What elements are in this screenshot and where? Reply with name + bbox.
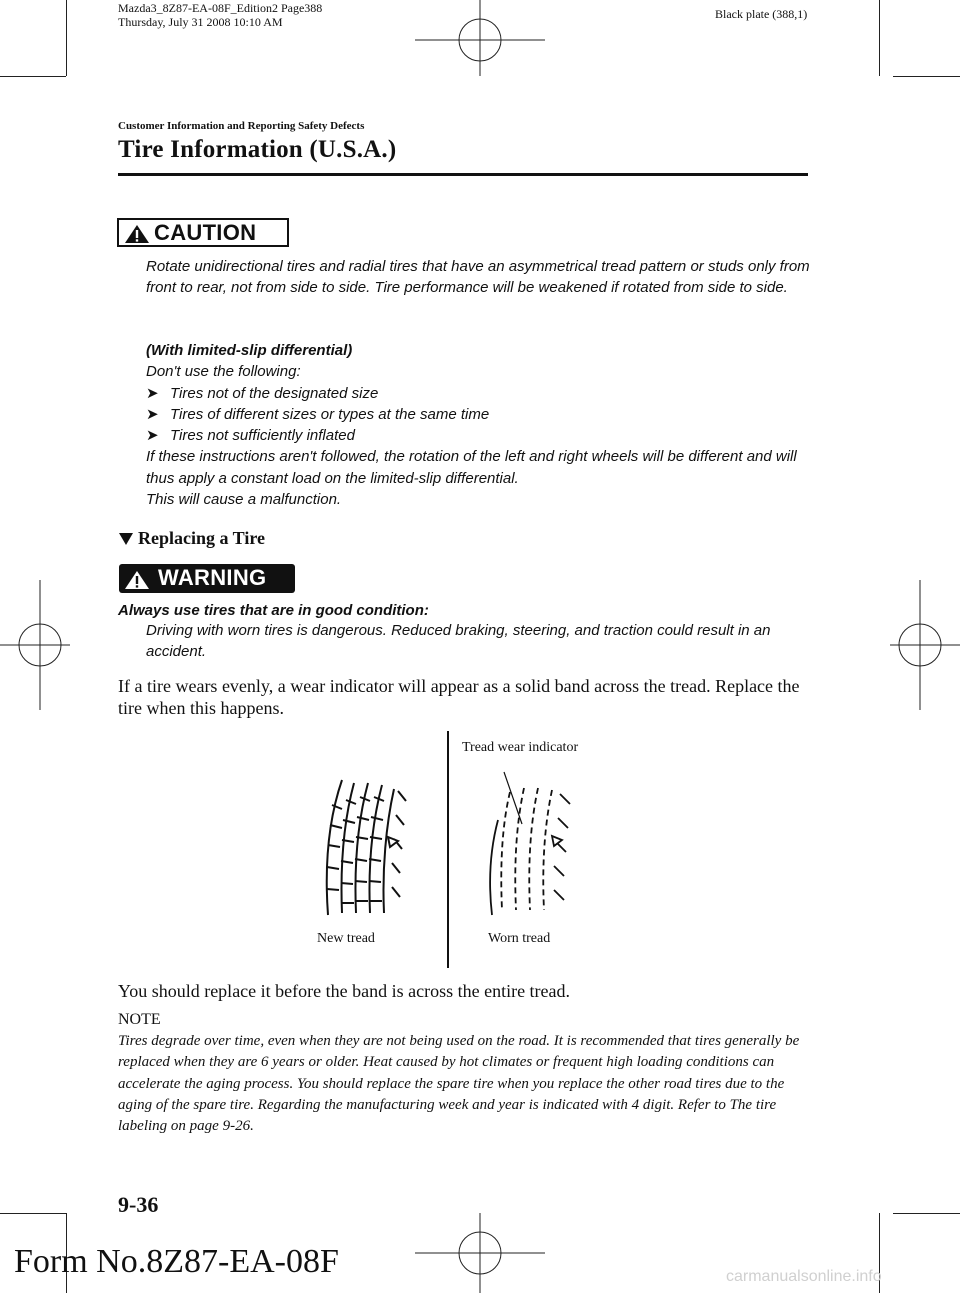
lsd-bullet: ➤ Tires of different sizes or types at the same time	[146, 404, 816, 425]
warning-label: WARNING	[158, 565, 267, 590]
crop-mark	[879, 0, 880, 76]
crop-mark	[0, 76, 66, 77]
warning-text: Driving with worn tires is dangerous. Reduced braking, steering, and traction could result in an accident.	[146, 622, 771, 661]
new-tread-illustration	[312, 775, 422, 920]
crop-mark	[893, 76, 960, 77]
section-label: Customer Information and Reporting Safety Defects	[118, 120, 365, 132]
after-figure-paragraph: You should replace it before the band is across the entire tread.	[118, 981, 571, 1001]
figure-divider	[447, 731, 449, 968]
watermark: carmanualsonline.info	[726, 1268, 882, 1285]
lsd-bullet: ➤ Tires not of the designated size	[146, 383, 816, 404]
lsd-bullet: ➤ Tires not sufficiently inflated	[146, 425, 816, 446]
crop-mark	[893, 1213, 960, 1214]
print-info	[118, 1, 322, 29]
registration-mark-left	[0, 580, 70, 710]
new-tread-label: New tread	[317, 931, 375, 946]
caution-label: CAUTION	[154, 220, 257, 245]
lsd-outro: If these instructions aren't followed, the rotation of the left and right wheels will be different and will thus apply a constant load on the limited-slip differential.	[146, 448, 797, 487]
arrow-bullet-icon: ➤	[146, 405, 159, 423]
section-triangle-icon	[119, 533, 133, 546]
worn-tread-illustration	[482, 770, 592, 920]
page-title: Tire Information (U.S.A.)	[118, 136, 397, 163]
tread-wear-indicator-label: Tread wear indicator	[462, 740, 579, 755]
worn-tread-label: Worn tread	[488, 931, 551, 946]
section-heading: Replacing a Tire	[138, 528, 266, 548]
body-paragraph: If a tire wears evenly, a wear indicator will appear as a solid band across the tread. Replace the tire when this happens.	[118, 676, 800, 718]
warning-icon	[124, 570, 150, 590]
lsd-result: This will cause a malfunction.	[146, 491, 342, 509]
note-text: Tires degrade over time, even when they are not being used on the road. It is recommended that tires generally be replaced when they are 6 years or older. Heat caused by hot climates or frequent high loading conditions can accelerate the aging process. You should replace the spare tire when you replace the other road tires due to the aging of the spare tire. Regarding the manufacturing week and year is indicated with 4 digit. Refer to The tire labeling on page 9-26.	[118, 1033, 800, 1135]
print-line-1: Mazda3_8Z87-EA-08F_Edition2 Page388	[118, 1, 323, 15]
registration-mark-right	[890, 580, 960, 710]
caution-paragraph: Rotate unidirectional tires and radial tires that have an asymmetrical tread pattern or studs only from front to rear, not from side to side. Tire performance will be weakened if rotated from side to side.	[146, 258, 810, 297]
caution-icon	[124, 224, 150, 244]
print-line-2: Thursday, July 31 2008 10:10 AM	[118, 15, 283, 29]
warning-lead: Always use tires that are in good condition:	[118, 602, 429, 619]
lsd-intro: Don't use the following:	[146, 363, 301, 381]
registration-mark-bottom	[415, 1213, 545, 1293]
note-heading: NOTE	[118, 1011, 161, 1028]
crop-mark	[0, 1213, 66, 1214]
lsd-heading: (With limited-slip differential)	[146, 342, 353, 359]
registration-mark-top	[415, 0, 545, 76]
plate-label: Black plate (388,1)	[715, 7, 808, 21]
lsd-caution-block	[146, 340, 816, 510]
arrow-bullet-icon: ➤	[146, 384, 159, 402]
crop-mark	[66, 0, 67, 76]
title-rule	[118, 173, 808, 176]
page-number: 9-36	[118, 1192, 159, 1217]
form-number: Form No.8Z87-EA-08F	[14, 1243, 339, 1280]
arrow-bullet-icon: ➤	[146, 427, 159, 445]
